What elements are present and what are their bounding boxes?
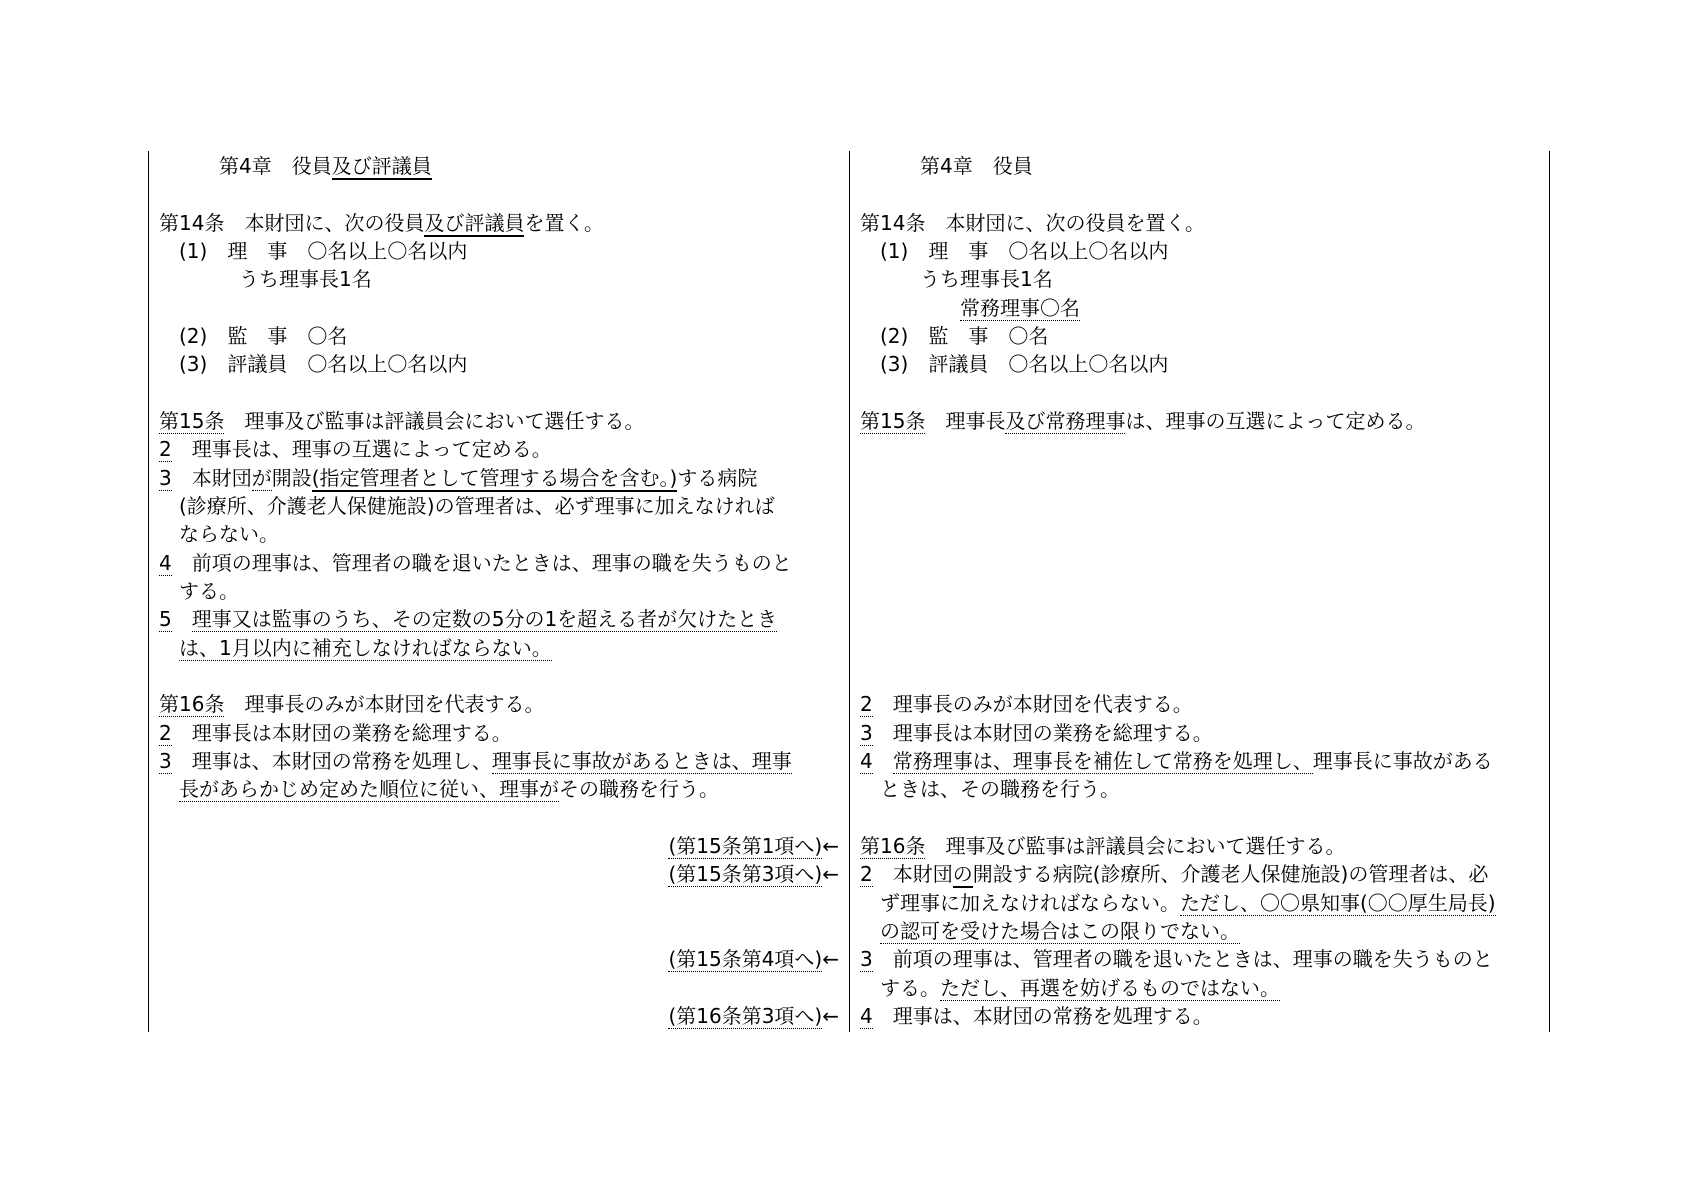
document-line: [860, 775, 1540, 803]
document-line: [159, 634, 839, 662]
text-segment: 理事長は本財団の業務を総理する。: [872, 720, 1213, 745]
text-segment: 第14条 本財団に、次の役員: [159, 210, 425, 235]
text-segment: を置く。: [524, 210, 605, 235]
text-segment: 第14条 本財団に、次の役員を置く。: [860, 210, 1206, 235]
underlined-text: 理事長に事故があるときは、理事: [491, 748, 792, 773]
document-line: [159, 549, 839, 577]
text-segment: 前項の理事は、管理者の職を退いたときは、理事の職を失うものと: [171, 550, 792, 575]
underlined-text: 理事又は監事のうち、その定数の5分の1を超える者が欠けたとき: [191, 607, 778, 632]
document-line: [860, 690, 1540, 718]
text-segment: うち理事長1名: [159, 267, 372, 292]
document-line: [860, 492, 1540, 520]
text-segment: 理事長に事故がある: [1312, 748, 1493, 773]
text-segment: 理事長のみが本財団を代表する。: [872, 692, 1193, 717]
text-segment: 開設する病院(診療所、介護老人保健施設)の管理者は、必: [972, 862, 1489, 887]
document-line: [860, 719, 1540, 747]
document-line: [860, 634, 1540, 662]
document-line: [159, 350, 839, 378]
underlined-text: 第15条: [860, 408, 926, 433]
underlined-text: 3: [159, 465, 172, 490]
underlined-text: の: [952, 862, 973, 887]
text-segment: (1) 理 事 〇名以上〇名以内: [159, 238, 468, 263]
text-segment: [860, 919, 880, 943]
document-line: [159, 832, 839, 860]
text-segment: うち理事長1名: [860, 267, 1053, 292]
underlined-text: 及び評議員: [424, 210, 525, 235]
text-segment: 理事は、本財団の常務を処理する。: [872, 1003, 1213, 1028]
document-line: [159, 520, 839, 548]
underlined-text: 及び常務理事: [1005, 408, 1126, 433]
underlined-text: 2: [159, 437, 172, 462]
document-line: [159, 180, 839, 208]
document-line: [860, 237, 1540, 265]
text-segment: 本財団: [872, 862, 953, 887]
right-table-border: [1549, 151, 1550, 1032]
document-line: [860, 350, 1540, 378]
document-line: [159, 690, 839, 718]
text-segment: ならない。: [159, 522, 279, 547]
underlined-text: ただし、再選を妨げるものではない。: [940, 975, 1280, 1000]
underlined-text: 2: [860, 862, 873, 887]
underlined-text: 5: [159, 607, 172, 632]
document-line: [860, 804, 1540, 832]
document-line: [860, 265, 1540, 293]
underlined-text: 4: [860, 1003, 873, 1028]
document-line: [159, 294, 839, 322]
document-line: [159, 265, 839, 293]
underlined-text: (第15条第4項へ): [668, 947, 823, 972]
underlined-text: 3: [860, 720, 873, 745]
text-segment: (2) 監 事 〇名: [159, 323, 348, 348]
underlined-text: 第16条: [159, 692, 225, 717]
document-line: [159, 719, 839, 747]
document-line: [860, 152, 1540, 180]
document-line: [860, 209, 1540, 237]
document-line: [860, 662, 1540, 690]
document-line: [159, 152, 839, 180]
underlined-text: (第16条第3項へ): [668, 1003, 823, 1028]
document-line: [860, 577, 1540, 605]
document-line: [860, 435, 1540, 463]
document-line: [159, 747, 839, 775]
document-line: [159, 209, 839, 237]
text-segment: 理事長のみが本財団を代表する。: [224, 692, 545, 717]
document-line: [159, 435, 839, 463]
left-table-border: [148, 151, 149, 1032]
underlined-text: 4: [159, 550, 172, 575]
document-line: [860, 180, 1540, 208]
underlined-text: 常務理事〇名: [960, 295, 1080, 320]
text-segment: 理事長: [925, 408, 1006, 433]
text-segment: 第4章 役員: [159, 154, 332, 178]
document-line: [159, 1002, 839, 1030]
document-line: [860, 407, 1540, 435]
document-line: [159, 237, 839, 265]
column-divider: [849, 151, 850, 1032]
document-line: [159, 804, 839, 832]
document-line: [860, 860, 1540, 888]
document-line: [860, 379, 1540, 407]
text-segment: は、理事の互選によって定める。: [1125, 408, 1426, 433]
document-line: [860, 974, 1540, 1002]
document-line: [159, 322, 839, 350]
text-segment: [172, 607, 192, 631]
text-segment: [159, 777, 179, 801]
text-segment: ←: [822, 862, 839, 887]
text-segment: 第4章 役員: [860, 154, 1033, 178]
underlined-text: ただし、〇〇県知事(〇〇厚生局長): [1180, 890, 1496, 915]
text-segment: (3) 評議員 〇名以上〇名以内: [159, 352, 468, 377]
underlined-text: 2: [159, 720, 172, 745]
text-segment: 理事は、本財団の常務を処理し、: [171, 748, 492, 773]
underlined-text: の認可を受けた場合はこの限りでない。: [880, 918, 1240, 943]
document-line: [860, 464, 1540, 492]
document-line: [159, 945, 839, 973]
underlined-text: 3: [860, 947, 873, 972]
document-line: [159, 917, 839, 945]
text-segment: ず理事に加えなければならない。: [860, 890, 1180, 915]
text-segment: 理事長は、理事の互選によって定める。: [171, 437, 552, 462]
underlined-text: 長があらかじめ定めた順位に従い、理事が: [179, 777, 559, 802]
document-line: [159, 379, 839, 407]
underlined-text: 第16条: [860, 833, 926, 858]
text-segment: (診療所、介護老人保健施設)の管理者は、必ず理事に加えなければ: [159, 493, 775, 518]
text-segment: ←: [822, 833, 839, 858]
text-segment: する病院: [677, 465, 758, 490]
text-segment: ←: [822, 1003, 839, 1028]
document-line: [159, 974, 839, 1002]
text-segment: する。: [860, 975, 940, 1000]
document-line: [159, 407, 839, 435]
document-line: [159, 605, 839, 633]
text-segment: [159, 636, 179, 660]
document-line: [860, 294, 1540, 322]
underlined-text: 2: [860, 692, 873, 717]
document-line: [860, 747, 1540, 775]
underlined-text: 第15条: [159, 408, 225, 433]
document-line: [860, 520, 1540, 548]
text-segment: (3) 評議員 〇名以上〇名以内: [860, 352, 1169, 377]
underlined-text: 4: [860, 748, 873, 773]
current-articles-column: [159, 152, 839, 1030]
underlined-text: (第15条第3項へ): [668, 862, 823, 887]
text-segment: 理事及び監事は評議員会において選任する。: [224, 408, 645, 433]
underlined-text: 常務理事は、理事長を補佐して常務を処理し、: [892, 748, 1313, 773]
document-line: [860, 832, 1540, 860]
text-segment: 前項の理事は、管理者の職を退いたときは、理事の職を失うものと: [872, 947, 1493, 972]
document-line: [860, 917, 1540, 945]
document-line: [159, 775, 839, 803]
text-segment: 開設: [271, 465, 312, 490]
text-segment: ときは、その職務を行う。: [860, 777, 1120, 802]
document-line: [860, 1002, 1540, 1030]
underlined-text: (指定管理者として管理する場合を含む。): [311, 465, 678, 490]
document-line: [860, 945, 1540, 973]
text-segment: ←: [822, 947, 839, 972]
underlined-text: 3: [159, 748, 172, 773]
document-line: [860, 549, 1540, 577]
document-line: [860, 322, 1540, 350]
text-segment: [860, 296, 960, 320]
document-line: [159, 860, 839, 888]
text-segment: する。: [159, 578, 239, 603]
text-segment: (1) 理 事 〇名以上〇名以内: [860, 238, 1169, 263]
document-line: [159, 464, 839, 492]
text-segment: (2) 監 事 〇名: [860, 323, 1049, 348]
text-segment: 本財団: [171, 465, 252, 490]
document-line: [159, 492, 839, 520]
document-line: [159, 577, 839, 605]
underlined-text: 及び評議員: [331, 154, 432, 178]
underlined-text: (第15条第1項へ): [668, 833, 823, 858]
text-segment: [873, 749, 893, 773]
document-line: [159, 662, 839, 690]
document-line: [860, 605, 1540, 633]
document-line: [159, 889, 839, 917]
underlined-text: が: [251, 465, 272, 490]
text-segment: 理事及び監事は評議員会において選任する。: [925, 833, 1346, 858]
text-segment: 理事長は本財団の業務を総理する。: [171, 720, 512, 745]
document-line: [860, 889, 1540, 917]
text-segment: その職務を行う。: [559, 777, 719, 802]
revised-articles-column: [860, 152, 1540, 1030]
underlined-text: は、1月以内に補充しなければならない。: [179, 635, 552, 660]
